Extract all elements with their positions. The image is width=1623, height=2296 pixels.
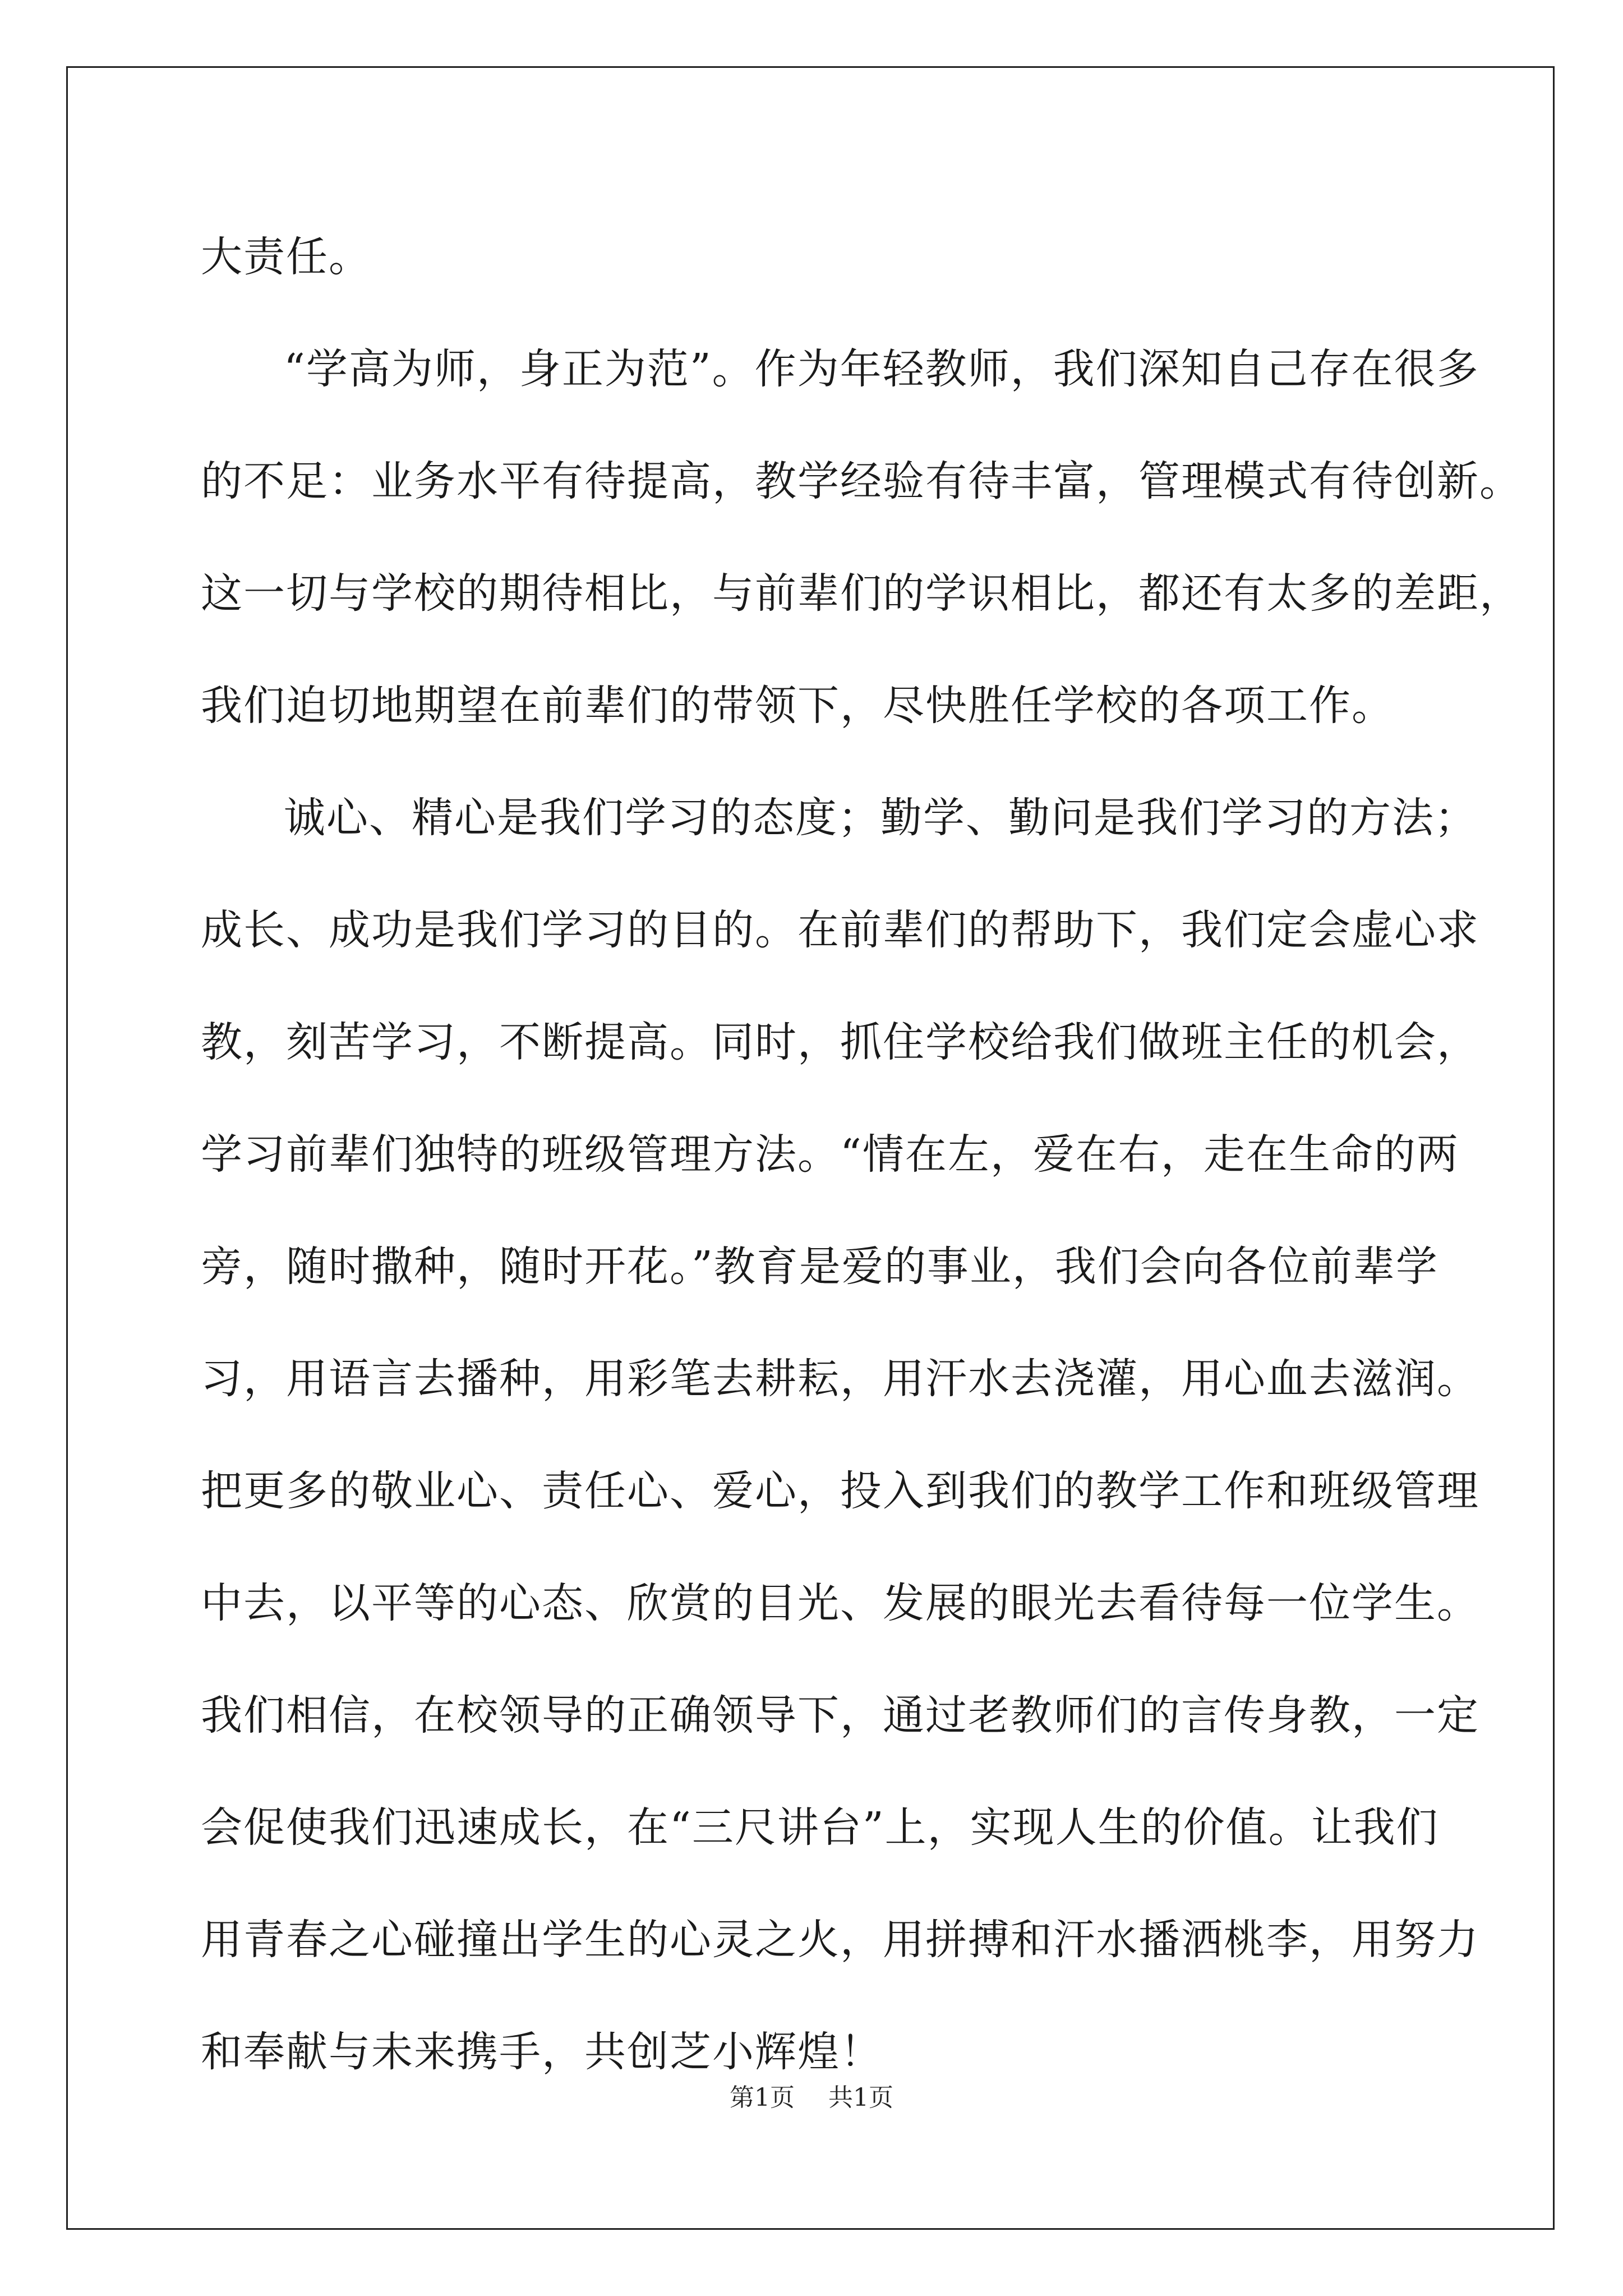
text-line: 和奉献与未来携手，共创芝小辉煌！	[201, 2028, 883, 2076]
page-total: 共1页	[828, 2083, 893, 2112]
text-line: 大责任。	[201, 233, 371, 281]
text-line: 中去，以平等的心态、欣赏的目光、发展的眼光去看待每一位学生。	[201, 1579, 1479, 1627]
document-body	[201, 201, 1522, 2108]
text-line: 用青春之心碰撞出学生的心灵之火，用拼搏和汗水播洒桃李，用努力	[201, 1916, 1479, 1964]
text-line: 旁，随时撒种，随时开花。”教育是爱的事业，我们会向各位前辈学	[201, 1243, 1438, 1291]
text-line: 教，刻苦学习，不断提高。同时，抓住学校给我们做班主任的机会，	[201, 1018, 1479, 1066]
text-line: “学高为师，身正为范”。作为年轻教师，我们深知自己存在很多	[284, 345, 1479, 393]
text-line: 学习前辈们独特的班级管理方法。“情在左，爱在右，走在生命的两	[201, 1130, 1459, 1179]
text-line: 我们迫切地期望在前辈们的带领下，尽快胜任学校的各项工作。	[201, 682, 1394, 730]
page-footer	[0, 2081, 1623, 2115]
text-line: 把更多的敬业心、责任心、爱心，投入到我们的教学工作和班级管理	[201, 1467, 1479, 1515]
text-line: 习，用语言去播种，用彩笔去耕耘，用汗水去浇灌，用心血去滋润。	[201, 1355, 1479, 1403]
text-line: 的不足：业务水平有待提高，教学经验有待丰富，管理模式有待创新。	[201, 457, 1522, 505]
text-line: 会促使我们迅速成长，在“三尺讲台”上，实现人生的价值。让我们	[201, 1803, 1439, 1852]
text-line: 诚心、精心是我们学习的态度；勤学、勤问是我们学习的方法；	[284, 794, 1477, 842]
text-line: 成长、成功是我们学习的目的。在前辈们的帮助下，我们定会虚心求	[201, 906, 1479, 954]
text-line: 我们相信，在校领导的正确领导下，通过老教师们的言传身教，一定	[201, 1691, 1479, 1740]
page-number: 第1页	[730, 2083, 795, 2112]
text-line: 这一切与学校的期待相比，与前辈们的学识相比，都还有太多的差距，	[201, 569, 1522, 618]
